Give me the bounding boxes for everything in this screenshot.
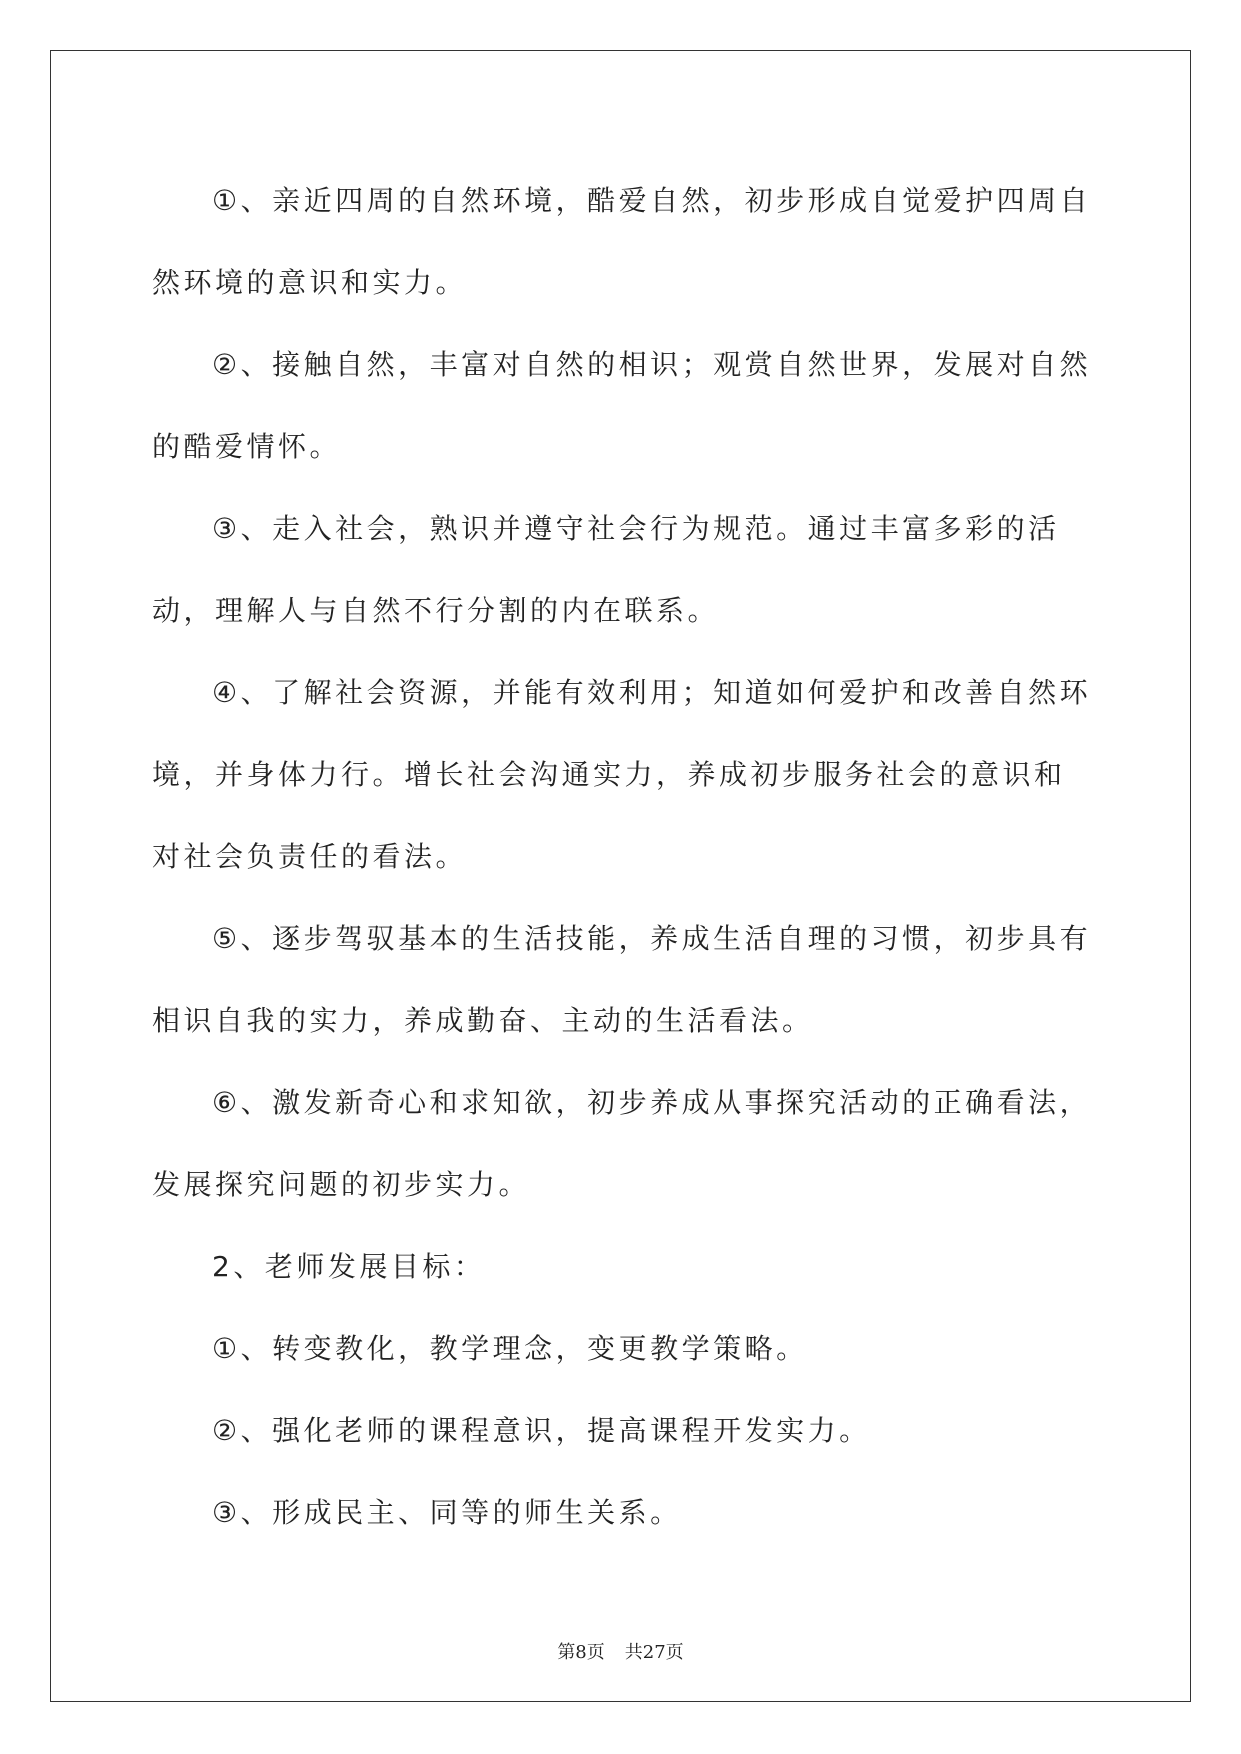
section-heading: 2、老师发展目标： (212, 1250, 486, 1283)
paragraph: ③、形成民主、同等的师生关系。 (212, 1496, 682, 1529)
current-page-label: 第8页 (557, 1642, 605, 1663)
paragraph: ①、转变教化，教学理念，变更教学策略。 (212, 1332, 808, 1365)
paragraph: ③、走入社会，熟识并遵守社会行为规范。通过丰富多彩的活动，理解人与自然不行分割的内在联系。 (152, 512, 1060, 627)
paragraph: ⑤、逐步驾驭基本的生活技能，养成生活自理的习惯，初步具有相识自我的实力，养成勤奋、主动的生活看法。 (152, 922, 1092, 1037)
page-footer (0, 1638, 1241, 1664)
paragraph: ④、了解社会资源，并能有效利用；知道如何爱护和改善自然环境，并身体力行。增长社会沟通实力，养成初步服务社会的意识和对社会负责任的看法。 (152, 676, 1092, 873)
document-body (152, 160, 1092, 1554)
paragraph: ②、强化老师的课程意识，提高课程开发实力。 (212, 1414, 871, 1447)
paragraph: ①、亲近四周的自然环境，酷爱自然，初步形成自觉爱护四周自然环境的意识和实力。 (152, 184, 1092, 299)
total-pages-label: 共27页 (624, 1642, 684, 1663)
paragraph: ②、接触自然，丰富对自然的相识；观赏自然世界，发展对自然的酷爱情怀。 (152, 348, 1092, 463)
paragraph: ⑥、激发新奇心和求知欲，初步养成从事探究活动的正确看法，发展探究问题的初步实力。 (152, 1086, 1092, 1201)
